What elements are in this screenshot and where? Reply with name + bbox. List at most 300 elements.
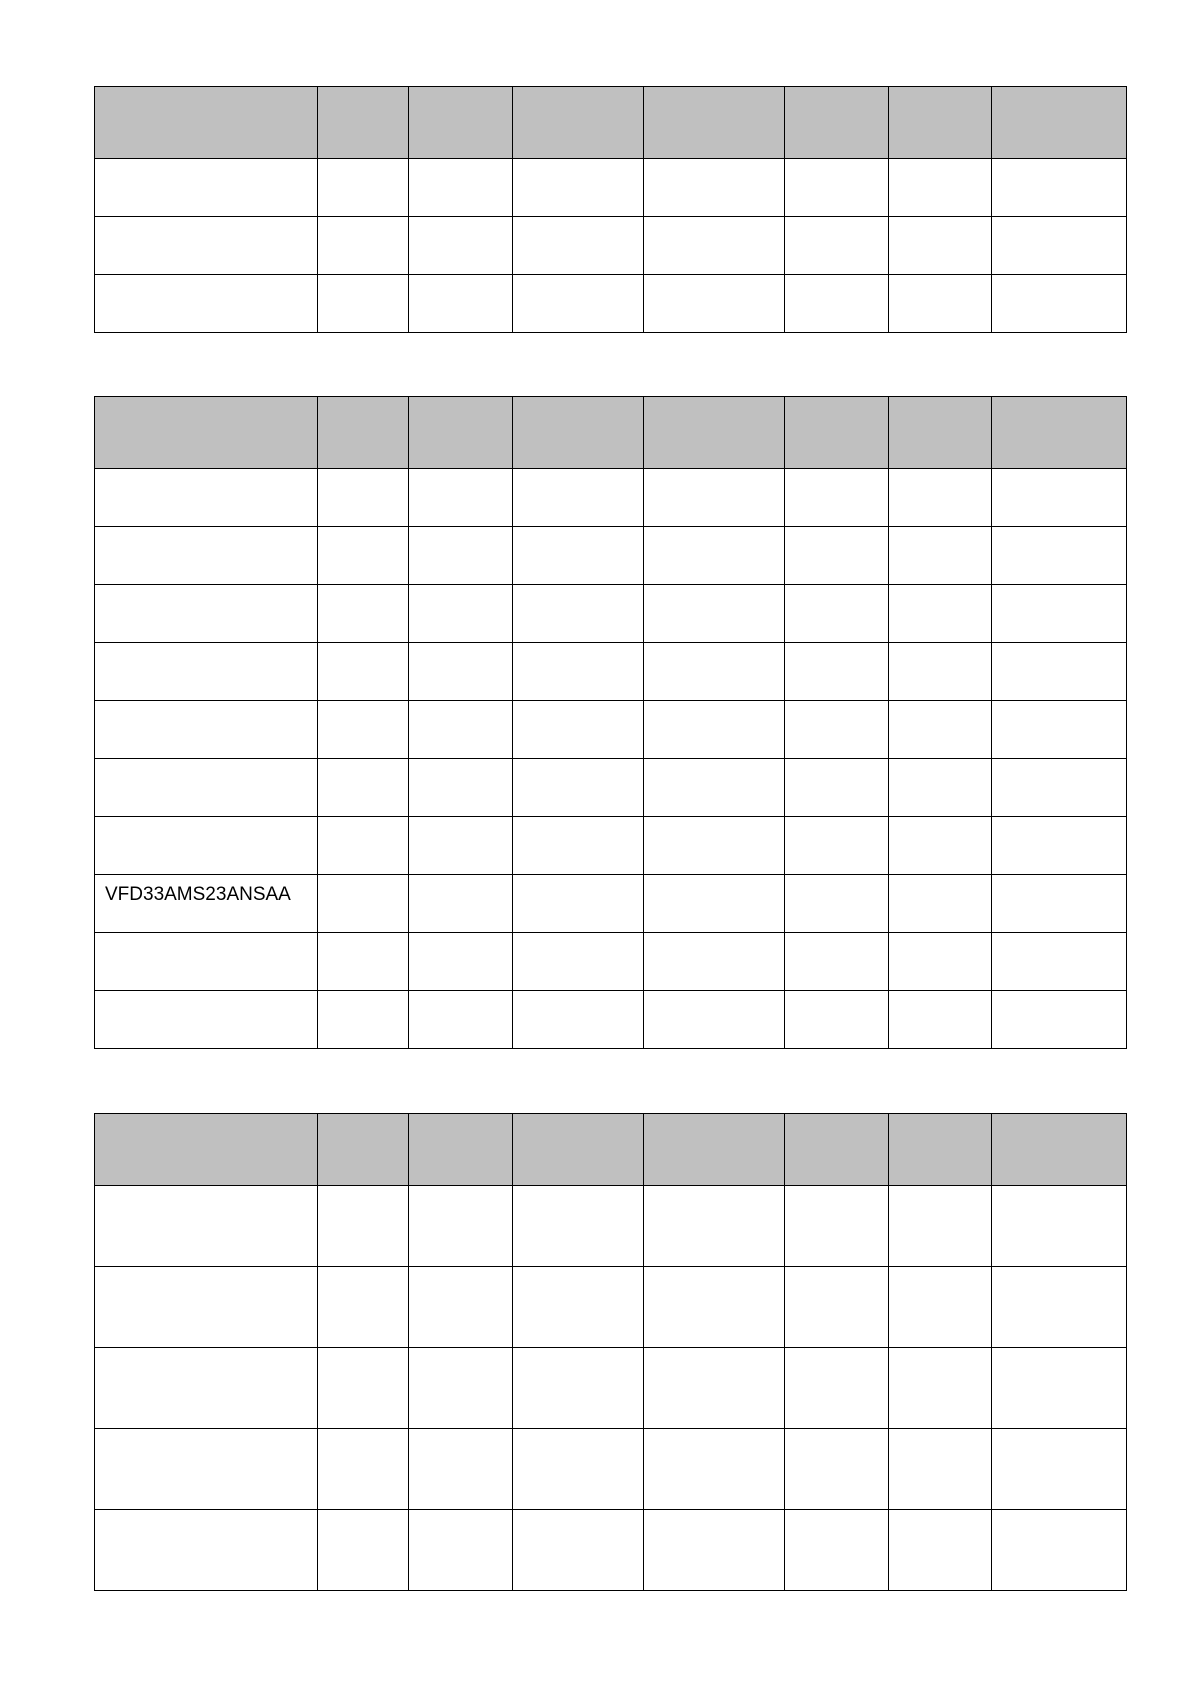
table-cell-text [105,933,307,942]
table-cell [992,275,1127,333]
table-cell [95,275,318,333]
table-cell-text [523,759,634,768]
table-cell-text [419,469,502,478]
table-cell-text [654,585,774,594]
table-cell-text [419,1348,502,1357]
table-cell [888,759,992,817]
table-cell-text [899,527,982,536]
table-cell-text [899,701,982,710]
table-cell-text [419,701,502,710]
header-cell [992,397,1127,469]
header-cell [408,1114,512,1186]
table-cell [512,1267,644,1348]
table-cell-text [328,585,398,594]
table-cell [512,217,644,275]
table-cell [992,759,1127,817]
header-cell [992,87,1127,159]
table-cell-text [795,1267,878,1276]
header-cell [785,87,889,159]
table-cell-text [523,217,634,226]
table-cell [512,933,644,991]
table-cell [408,275,512,333]
table-cell [785,159,889,217]
table-cell-text [105,643,307,652]
table-cell [785,817,889,875]
table-row [95,817,1127,875]
table-row [95,1429,1127,1510]
table-cell-text [795,1348,878,1357]
table-cell-text [899,1348,982,1357]
table-cell-text [1002,991,1116,1000]
table-cell [512,527,644,585]
table-cell [644,159,785,217]
header-cell-text [409,397,512,406]
header-cell [408,87,512,159]
table-cell [644,701,785,759]
table-row [95,991,1127,1049]
table-cell [644,933,785,991]
table-cell-text [899,875,982,884]
header-cell [888,397,992,469]
table-cell-text [328,933,398,942]
table-cell-text [328,875,398,884]
table-cell [95,817,318,875]
table-cell-text [1002,817,1116,826]
table-cell [888,817,992,875]
table-cell-text [105,1186,307,1195]
table-cell [408,759,512,817]
table-cell-text [328,1510,398,1519]
table-cell [992,701,1127,759]
table-cell-text [523,469,634,478]
table-cell-text [795,817,878,826]
table-cell [785,875,889,933]
header-cell [992,1114,1127,1186]
table-cell-text [654,275,774,284]
table-cell-text [419,817,502,826]
table-cell [644,1186,785,1267]
table-cell [992,585,1127,643]
table-cell-text [654,759,774,768]
table-cell-text [105,701,307,710]
table-cell-text [899,991,982,1000]
table-cell-text [1002,585,1116,594]
table-cell [408,875,512,933]
table-cell-text [1002,1348,1116,1357]
table-cell-text [795,527,878,536]
table-cell [95,585,318,643]
table-cell-text [419,527,502,536]
table-cell-text [523,1510,634,1519]
table-cell [888,1348,992,1429]
table-cell [317,527,408,585]
table-cell [992,1429,1127,1510]
table-cell-text [795,275,878,284]
table-3 [94,1113,1127,1591]
table-cell [888,1267,992,1348]
table-cell-text [795,217,878,226]
table-cell-text [523,1267,634,1276]
header-cell [95,1114,318,1186]
table-cell-text [328,1429,398,1438]
table-cell [317,585,408,643]
table-cell-text [1002,643,1116,652]
table-cell-text [523,1348,634,1357]
table-cell-text [419,159,502,168]
table-cell-text [1002,701,1116,710]
table-cell [512,1348,644,1429]
table-cell [888,159,992,217]
header-cell-text [513,87,644,96]
table-cell-text [419,1510,502,1519]
header-cell-text [889,87,992,96]
table-cell-text [654,159,774,168]
table-cell-text [654,933,774,942]
table-cell-text [1002,1429,1116,1438]
header-cell-text [409,1114,512,1123]
table-cell-text [654,1510,774,1519]
table-cell-text [899,1186,982,1195]
table-cell [888,1186,992,1267]
table-cell [888,875,992,933]
table-cell [317,1429,408,1510]
table-cell-text [523,991,634,1000]
header-cell [95,397,318,469]
table-row [95,159,1127,217]
table-cell [644,1267,785,1348]
header-cell-text [644,87,784,96]
table-cell [888,1429,992,1510]
table-cell [95,1348,318,1429]
table-cell [95,469,318,527]
table-cell [95,933,318,991]
table-cell-text [105,217,307,226]
table-cell-text [105,1348,307,1357]
header-cell-text [992,1114,1126,1123]
table-cell-text [654,1267,774,1276]
table-cell [992,217,1127,275]
table-cell [95,701,318,759]
table-cell-text [795,159,878,168]
table-cell [95,759,318,817]
header-cell [785,1114,889,1186]
table-cell [95,1429,318,1510]
table-cell-text [523,527,634,536]
table-cell [888,701,992,759]
header-cell-text [785,1114,888,1123]
table-cell [785,527,889,585]
header-cell-text [318,397,408,406]
table-cell [644,469,785,527]
table-cell-text [654,469,774,478]
table-cell [644,1510,785,1591]
table-cell-text [654,643,774,652]
table-cell-text: VFD33AMS23ANSAA [105,884,291,905]
header-cell-text [992,397,1126,406]
table-cell-text [899,159,982,168]
table-cell-text [328,701,398,710]
table-cell [785,1267,889,1348]
table-cell [644,217,785,275]
table-cell [644,1348,785,1429]
table-cell-text [654,1348,774,1357]
table-cell-text [523,875,634,884]
table-cell-text [1002,1510,1116,1519]
table-row [95,1267,1127,1348]
table-cell-text [1002,469,1116,478]
table-cell-text [105,1267,307,1276]
table-cell-text [419,875,502,884]
table-cell [888,217,992,275]
table-cell [644,643,785,701]
table-row [95,1348,1127,1429]
table-cell-text [899,759,982,768]
header-cell-text [889,1114,992,1123]
table-cell-text [328,275,398,284]
table-cell [408,1186,512,1267]
table-row [95,701,1127,759]
table-cell-text [1002,875,1116,884]
table-cell [785,991,889,1049]
header-cell [512,1114,644,1186]
table-cell-text [899,469,982,478]
table-cell [317,875,408,933]
table-cell [512,875,644,933]
header-cell [785,397,889,469]
table-cell-text [523,817,634,826]
table-cell-text [1002,1267,1116,1276]
table-cell-text [795,875,878,884]
table-cell-text [899,643,982,652]
table-row [95,527,1127,585]
table-cell [644,991,785,1049]
table-cell [512,1510,644,1591]
table-row [95,469,1127,527]
table-cell-text [523,643,634,652]
table-cell [317,159,408,217]
table-cell-text [105,585,307,594]
table-cell [644,1429,785,1510]
table-cell [992,469,1127,527]
table-cell-text [105,469,307,478]
table-cell [408,527,512,585]
table-cell-text [795,759,878,768]
table-cell [992,1348,1127,1429]
table-cell-text [419,933,502,942]
table-cell-text [105,1510,307,1519]
table-cell [992,933,1127,991]
table-cell [408,1267,512,1348]
table-cell [512,275,644,333]
table-cell-text [654,527,774,536]
table-cell [992,875,1127,933]
table-cell-text [899,217,982,226]
table-cell [95,1267,318,1348]
table-cell [785,1186,889,1267]
table-cell-text [419,759,502,768]
table-cell [317,275,408,333]
header-cell [888,1114,992,1186]
table-cell [408,817,512,875]
table-cell [644,527,785,585]
table-row [95,585,1127,643]
table-cell [317,991,408,1049]
table-cell [785,275,889,333]
table-cell [888,275,992,333]
table-cell-text [328,469,398,478]
table-cell-text [105,159,307,168]
table-cell-text [1002,275,1116,284]
table-cell-text [105,759,307,768]
header-cell [512,397,644,469]
table-cell-text [899,1510,982,1519]
table-cell [317,759,408,817]
table-cell [992,1267,1127,1348]
table-cell-text [795,991,878,1000]
table-cell-text [523,1429,634,1438]
table-cell-text [419,217,502,226]
table-cell [644,275,785,333]
table-cell-text [1002,933,1116,942]
table-cell-text [899,1267,982,1276]
table-cell-text [899,933,982,942]
header-cell-text [644,397,784,406]
table-cell [95,1186,318,1267]
table-cell [992,643,1127,701]
table-cell-text [419,1267,502,1276]
table-row [95,217,1127,275]
header-cell-text [785,87,888,96]
table-cell [408,1510,512,1591]
table-cell-text [105,527,307,536]
table-header-row [95,397,1127,469]
table-cell [644,759,785,817]
table-cell-text [1002,217,1116,226]
table-cell-text [328,1186,398,1195]
table-cell [408,991,512,1049]
table-cell [785,933,889,991]
table-cell [317,217,408,275]
table-cell-text [795,1186,878,1195]
table-cell [408,1429,512,1510]
table-cell-text [795,933,878,942]
table-cell [317,933,408,991]
table-cell [992,991,1127,1049]
table-cell [512,701,644,759]
table-cell [888,991,992,1049]
header-cell-text [409,87,512,96]
table-cell-text [523,933,634,942]
table-cell [644,817,785,875]
table-cell [785,1348,889,1429]
table-cell-text [654,817,774,826]
table-cell-text [328,759,398,768]
table-cell [512,1186,644,1267]
table-row [95,1186,1127,1267]
header-cell-text [644,1114,784,1123]
table-cell [888,585,992,643]
table-cell [512,1429,644,1510]
table-cell-text [328,217,398,226]
table-cell-text [419,991,502,1000]
table-cell-text [1002,759,1116,768]
table-cell [95,1510,318,1591]
header-cell-text [513,1114,644,1123]
table-cell-text [328,643,398,652]
table-cell-text [105,1429,307,1438]
header-cell-text [318,87,408,96]
table-cell [992,1510,1127,1591]
table-cell-text [328,1267,398,1276]
table-cell [408,585,512,643]
header-cell-text [95,87,317,96]
table-1 [94,86,1127,333]
table-cell-text [654,1429,774,1438]
table-cell [785,217,889,275]
table-row [95,875,1127,933]
table-cell-text [795,701,878,710]
header-cell-text [95,397,317,406]
table-cell [785,585,889,643]
table-cell [95,643,318,701]
table-cell-text [795,643,878,652]
table-cell-text [795,1429,878,1438]
table-cell [785,1510,889,1591]
header-cell [317,1114,408,1186]
table-cell [512,759,644,817]
table-cell [888,1510,992,1591]
table-cell-text [105,275,307,284]
table-row [95,759,1127,817]
table-cell [888,933,992,991]
table-cell-text [654,875,774,884]
header-cell-text [95,1114,317,1123]
table-row [95,275,1127,333]
table-cell-text [795,1510,878,1519]
table-cell-text [523,275,634,284]
header-cell [644,87,785,159]
table-row [95,1510,1127,1591]
table-cell [408,469,512,527]
table-cell [408,643,512,701]
table-cell-text [523,701,634,710]
table-cell [512,643,644,701]
table-cell [408,1348,512,1429]
table-cell-text [419,585,502,594]
header-cell [512,87,644,159]
table-cell-text [654,701,774,710]
table-cell [644,875,785,933]
table-cell [992,159,1127,217]
table-cell-text [1002,159,1116,168]
table-cell-text [899,275,982,284]
table-cell [785,469,889,527]
table-cell [992,1186,1127,1267]
header-cell [888,87,992,159]
table-cell [644,585,785,643]
table-cell [512,159,644,217]
table-cell [785,1429,889,1510]
table-cell-text [419,1429,502,1438]
table-cell-text [523,159,634,168]
table-cell-text [419,643,502,652]
table-cell-text [654,1186,774,1195]
table-cell [408,159,512,217]
table-cell [785,643,889,701]
table-cell [408,933,512,991]
table-row [95,933,1127,991]
table-cell [317,817,408,875]
